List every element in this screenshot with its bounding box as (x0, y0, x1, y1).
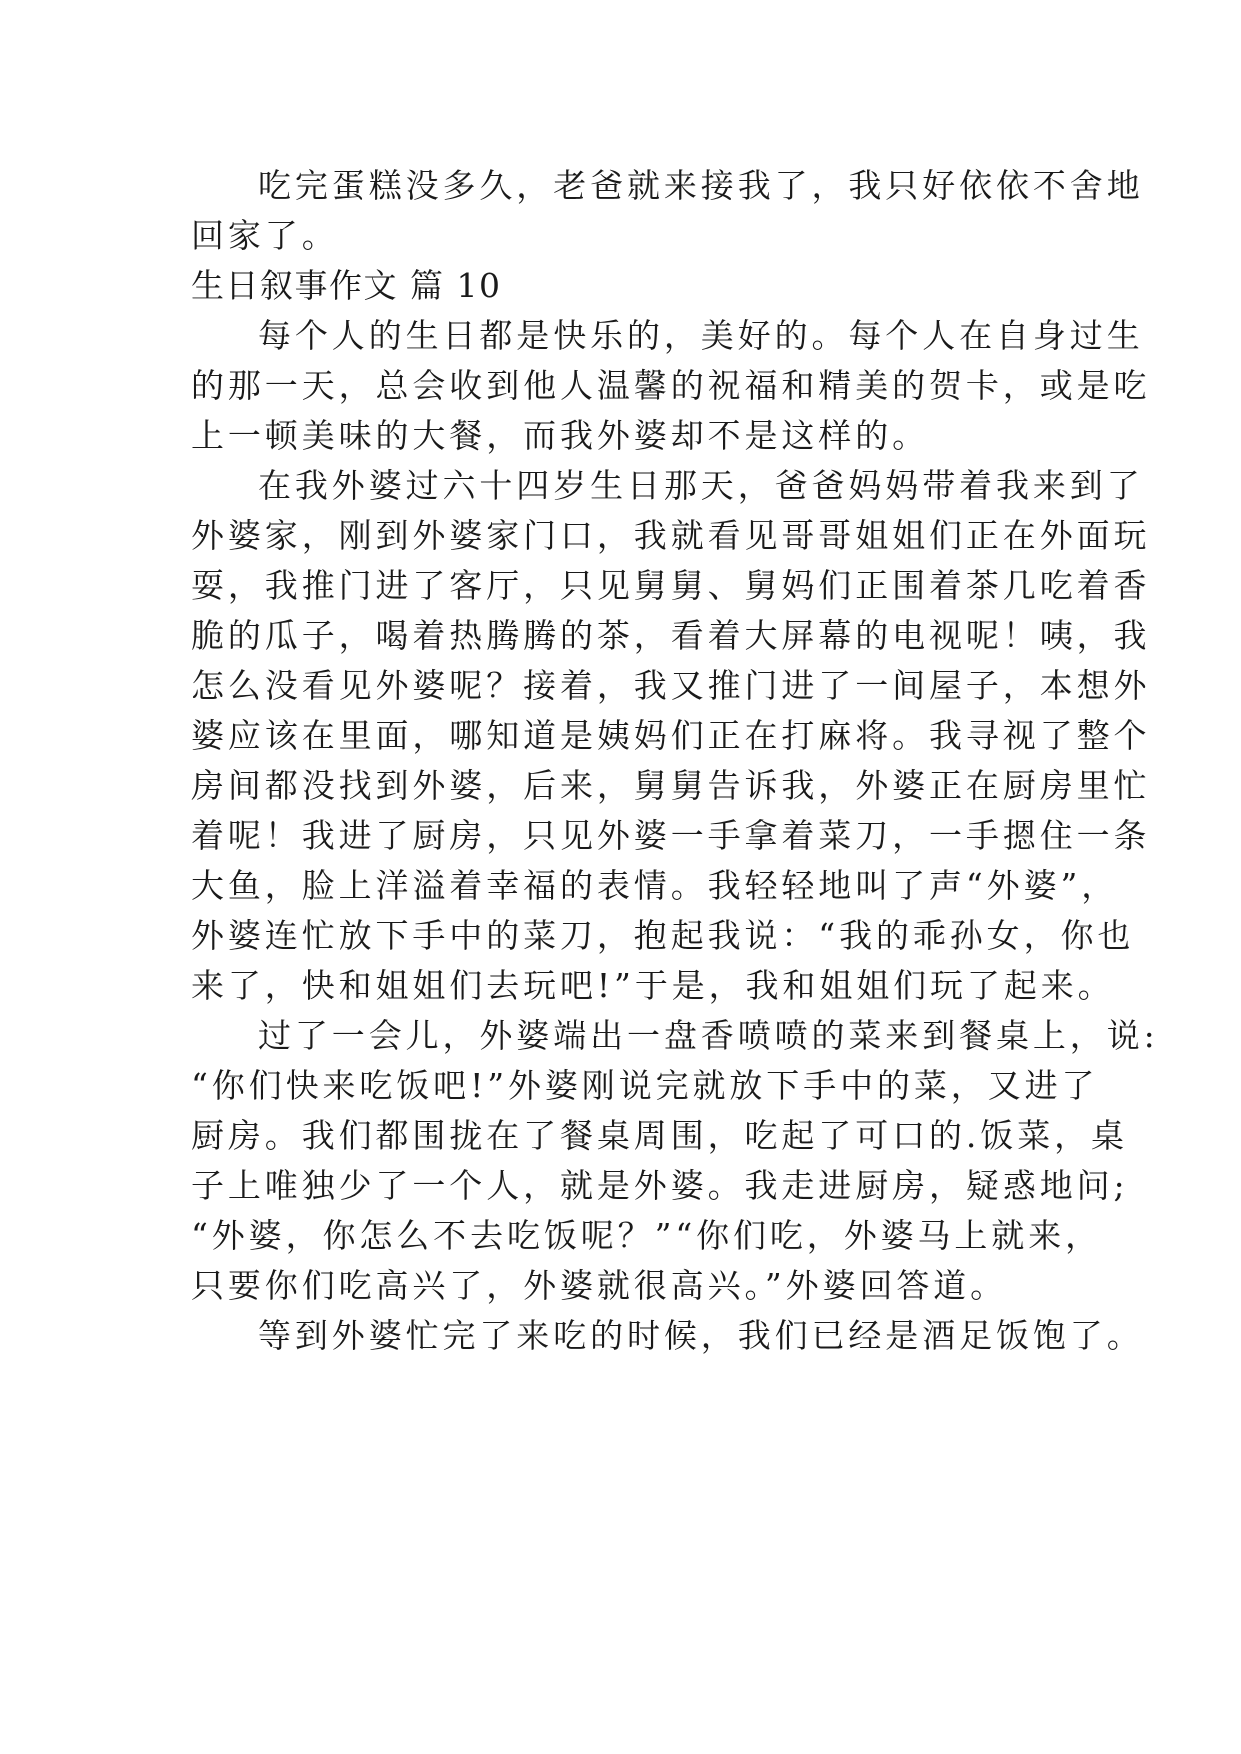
paragraph-line: 只要你们吃高兴了，外婆就很高兴。”外婆回答道。 (191, 1266, 1008, 1305)
paragraph-line: 房间都没找到外婆，后来，舅舅告诉我，外婆正在厨房里忙 (191, 766, 1151, 805)
paragraph-line: 等到外婆忙完了来吃的时候，我们已经是酒足饭饱了。 (258, 1316, 1144, 1355)
paragraph-line: 过了一会儿，外婆端出一盘香喷喷的菜来到餐桌上，说: (258, 1016, 1159, 1055)
paragraph-line: 厨房。我们都围拢在了餐桌周围，吃起了可口的.饭菜，桌 (191, 1116, 1128, 1155)
paragraph-line: 着呢！我进了厨房，只见外婆一手拿着菜刀，一手摁住一条 (191, 816, 1151, 855)
paragraph-line: 大鱼，脸上洋溢着幸福的表情。我轻轻地叫了声“外婆”， (191, 866, 1119, 905)
paragraph-line: 脆的瓜子，喝着热腾腾的茶，看着大屏幕的电视呢！咦，我 (191, 616, 1151, 655)
paragraph-line: 的那一天，总会收到他人温馨的祝福和精美的贺卡，或是吃 (191, 366, 1151, 405)
paragraph-line: 每个人的生日都是快乐的，美好的。每个人在自身过生 (258, 316, 1144, 355)
paragraph-line: 上一顿美味的大餐，而我外婆却不是这样的。 (191, 416, 929, 455)
paragraph-line: 回家了。 (191, 216, 339, 255)
section-heading: 生日叙事作文 篇 10 (191, 266, 502, 305)
paragraph-line: 在我外婆过六十四岁生日那天，爸爸妈妈带着我来到了 (258, 466, 1144, 505)
paragraph-line: 来了，快和姐姐们去玩吧!”于是，我和姐姐们玩了起来。 (191, 966, 1115, 1005)
paragraph-line: 外婆家，刚到外婆家门口，我就看见哥哥姐姐们正在外面玩 (191, 516, 1151, 555)
paragraph-line: 怎么没看见外婆呢？接着，我又推门进了一间屋子，本想外 (191, 666, 1151, 705)
paragraph-line: “你们快来吃饭吧!”外婆刚说完就放下手中的菜，又进了 (191, 1066, 1099, 1105)
paragraph-line: 子上唯独少了一个人，就是外婆。我走进厨房，疑惑地问; (191, 1166, 1129, 1205)
paragraph-line: 耍，我推门进了客厅，只见舅舅、舅妈们正围着茶几吃着香 (191, 566, 1151, 605)
paragraph-line: “外婆，你怎么不去吃饭呢？”“你们吃，外婆马上就来， (191, 1216, 1103, 1255)
paragraph-line: 婆应该在里面，哪知道是姨妈们正在打麻将。我寻视了整个 (191, 716, 1151, 755)
paragraph-line: 吃完蛋糕没多久，老爸就来接我了，我只好依依不舍地 (258, 166, 1144, 205)
paragraph-line: 外婆连忙放下手中的菜刀，抱起我说：“我的乖孙女，你也 (191, 916, 1135, 955)
